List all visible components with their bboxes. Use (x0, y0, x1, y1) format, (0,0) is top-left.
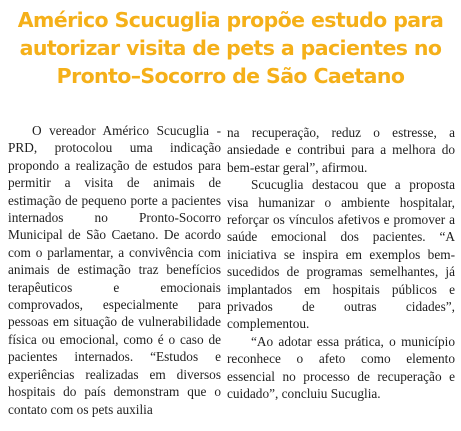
paragraph: na recuperação, reduz o estresse, a ansiedade e contribui para a melhora do bem-estar geral”, afirmou. (227, 125, 455, 175)
paragraph: O vereador Américo Scucuglia - PRD, protocolou uma indicação propondo a realização de estudos para permitir a visita de animais de estimação de pequeno porte a pacientes internados no Pronto-Socorro Municipal de São Caetano. De acordo com o parlamentar, a convivência com animais de estimação traz benefícios terapêuticos e emocionais comprovados, especialmente para pessoas em situação de vulnerabilidade física ou emocional, como é o caso de pacientes internados. “Estudos e experiências realizadas em diversos hospitais do país demonstram que o contato com os pets auxilia (8, 123, 221, 417)
body-column-left (8, 122, 221, 418)
headline (4, 6, 457, 90)
paragraph: “Ao adotar essa prática, o município reconhece o afeto como elemento essencial no processo de recuperação e cuidado”, concluiu Sucuglia. (227, 333, 455, 402)
body-column-right (227, 124, 455, 403)
paragraph: Scucuglia destacou que a proposta visa humanizar o ambiente hospitalar, reforçar os vínculos afetivos e promover a saúde emocional dos pacientes. “A iniciativa se inspira em exemplos bem-sucedidos de programas semelhantes, já implantados em hospitais públicos e privados de outras cidades”, complementou. (227, 177, 455, 332)
headline-line: autorizar visita de pets a pacientes no (19, 36, 442, 60)
headline-line: Pronto–Socorro de São Caetano (56, 64, 405, 88)
headline-line: Américo Scucuglia propõe estudo para (17, 8, 444, 32)
